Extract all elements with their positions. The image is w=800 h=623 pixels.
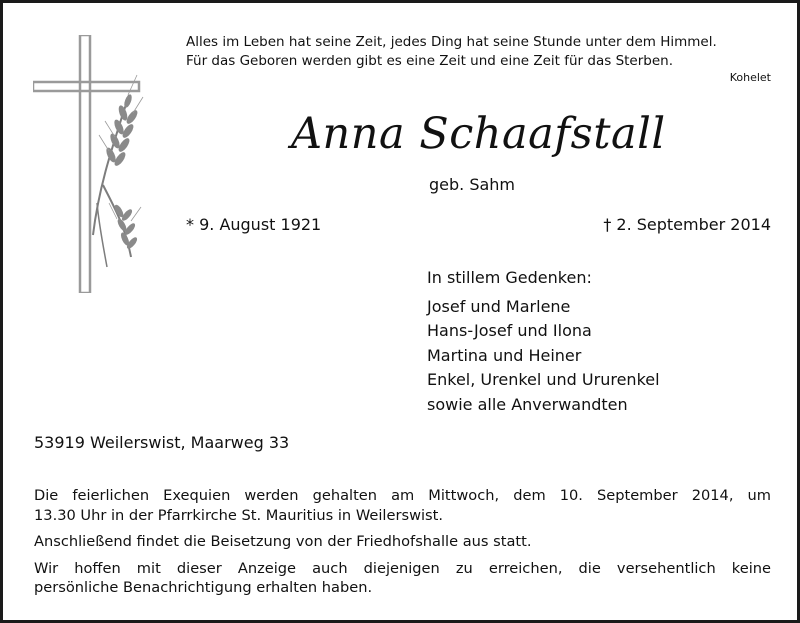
mourner-name: Josef und Marlene — [427, 296, 571, 316]
mourner-name: sowie alle Anverwandten — [427, 394, 628, 414]
mourners-intro: In stillem Gedenken: — [427, 268, 592, 287]
bible-quote — [186, 33, 771, 85]
address: 53919 Weilerswist, Maarweg 33 — [34, 433, 290, 452]
mourner-name: Hans-Josef und Ilona — [427, 321, 592, 340]
birth-name: geb. Sahm — [429, 175, 516, 194]
info-line: persönliche Benachrichtigung erhalten haben. — [34, 579, 373, 596]
quote-line: Alles im Leben hat seine Zeit, jedes Ding hat seine Stunde unter dem Himmel. — [186, 34, 717, 50]
death-date: † 2. September 2014 — [603, 215, 771, 234]
cross-with-wheat-icon — [33, 35, 145, 293]
mourner-name: Enkel, Urenkel und Ururenkel — [427, 370, 660, 389]
info-line: Wir hoffen mit dieser Anzeige auch diejenigen zu erreichen, die versehentlich keine — [34, 559, 771, 577]
mourners-list — [427, 266, 660, 417]
info-line: 13.30 Uhr in der Pfarrkirche St. Mauritius in Weilerswist. — [34, 506, 444, 524]
quote-line: Für das Geboren werden gibt es eine Zeit und eine Zeit für das Sterben. — [186, 53, 674, 69]
info-paragraph: Anschließend findet die Beisetzung von der Friedhofshalle aus statt. — [34, 533, 532, 550]
quote-author: Kohelet — [729, 71, 771, 84]
birth-date: * 9. August 1921 — [186, 215, 322, 234]
deceased-name: Anna Schaafstall — [291, 109, 666, 159]
info-line: Die feierlichen Exequien werden gehalten am Mittwoch, dem 10. September 2014, um — [34, 487, 771, 504]
funeral-info — [34, 486, 771, 605]
mourner-name: Martina und Heiner — [427, 345, 582, 365]
